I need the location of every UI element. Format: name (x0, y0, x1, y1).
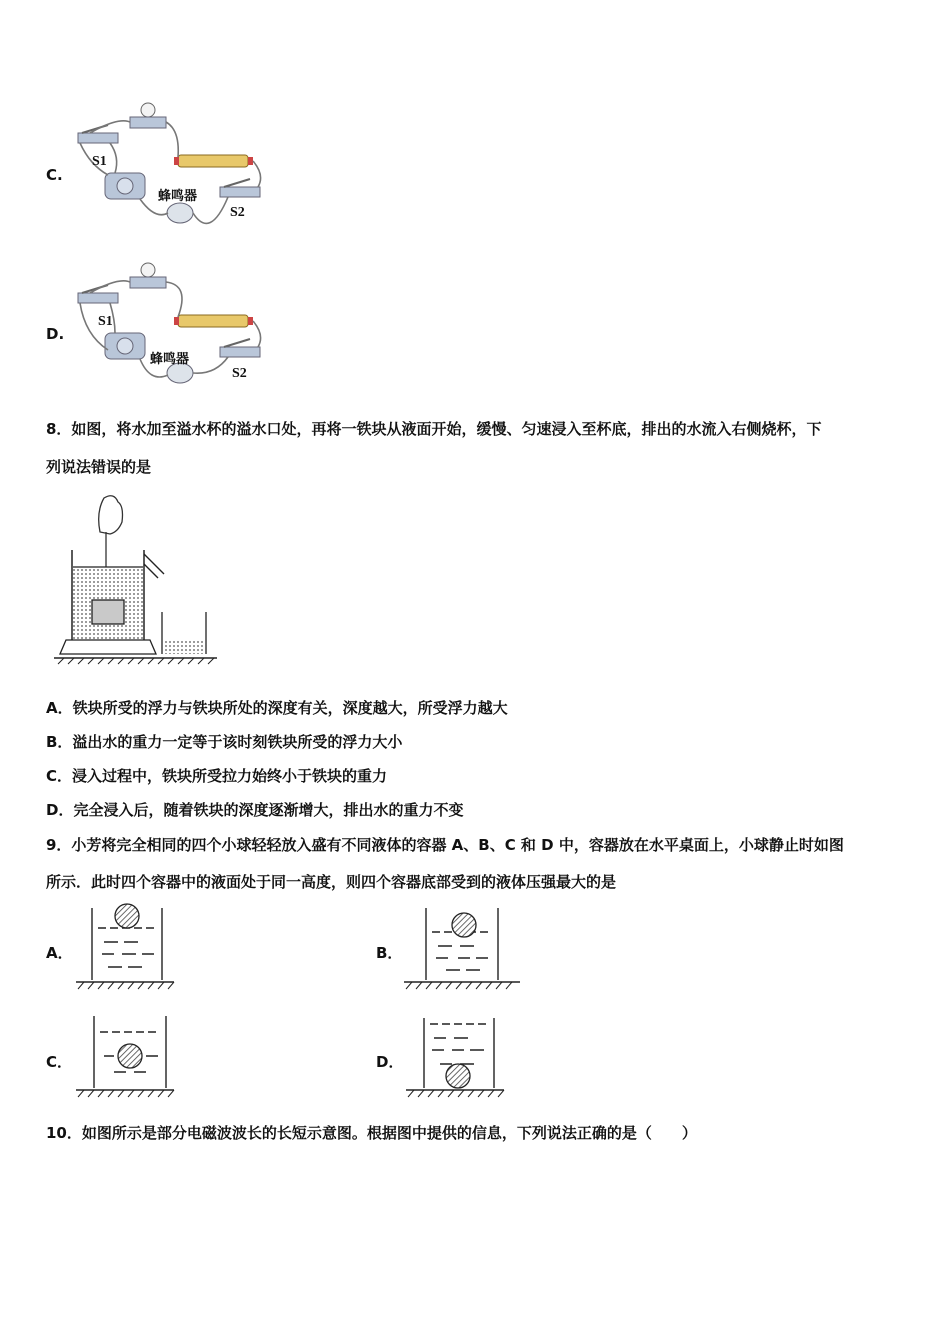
q8-option-b: B．溢出水的重力一定等于该时刻铁块所受的浮力大小 (46, 733, 403, 751)
q7-option-d-label: D. (46, 325, 65, 343)
q9-option-c-label: C． (46, 1053, 73, 1071)
q8-stem-line1: 8．如图，将水加至溢水杯的溢水口处，再将一铁块从液面开始，缓慢、匀速浸入至杯底，排出的水流入右侧烧杯，下 (46, 420, 822, 438)
overflow-cup-diagram (52, 492, 232, 667)
q9-option-d-label: D． (376, 1053, 404, 1071)
q10-stem: 10．如图所示是部分电磁波波长的长短示意图。根据图中提供的信息，下列说法正确的是（ ） (46, 1124, 697, 1142)
buzzer-label-c: 蜂鸣器 (158, 188, 198, 203)
s1-label-d: S1 (98, 314, 113, 329)
container-d-diagram (404, 1012, 514, 1102)
q9-option-a-label: A． (46, 944, 73, 962)
q9-stem-line1: 9．小芳将完全相同的四个小球轻轻放入盛有不同液体的容器 A、B、C 和 D 中，容器放在水平桌面上，小球静止时如图 (46, 836, 844, 854)
container-b-diagram (402, 900, 522, 995)
container-a-diagram (74, 900, 184, 995)
q8-stem-line2: 列说法错误的是 (46, 458, 152, 476)
q9-option-b-label: B． (376, 944, 403, 962)
q7-option-c-label: C. (46, 166, 63, 184)
q8-option-c: C．浸入过程中，铁块所受拉力始终小于铁块的重力 (46, 767, 388, 785)
s2-label-c: S2 (230, 205, 245, 220)
container-c-diagram (74, 1012, 184, 1102)
q8-option-a: A．铁块所受的浮力与铁块所处的深度有关，深度越大，所受浮力越大 (46, 699, 508, 717)
s1-label-c: S1 (92, 154, 107, 169)
q8-option-d: D．完全浸入后，随着铁块的深度逐渐增大，排出水的重力不变 (46, 801, 464, 819)
q9-stem-line2: 所示．此时四个容器中的液面处于同一高度，则四个容器底部受到的液体压强最大的是 (46, 873, 617, 891)
buzzer-label-d: 蜂鸣器 (150, 351, 190, 366)
s2-label-d: S2 (232, 366, 247, 381)
